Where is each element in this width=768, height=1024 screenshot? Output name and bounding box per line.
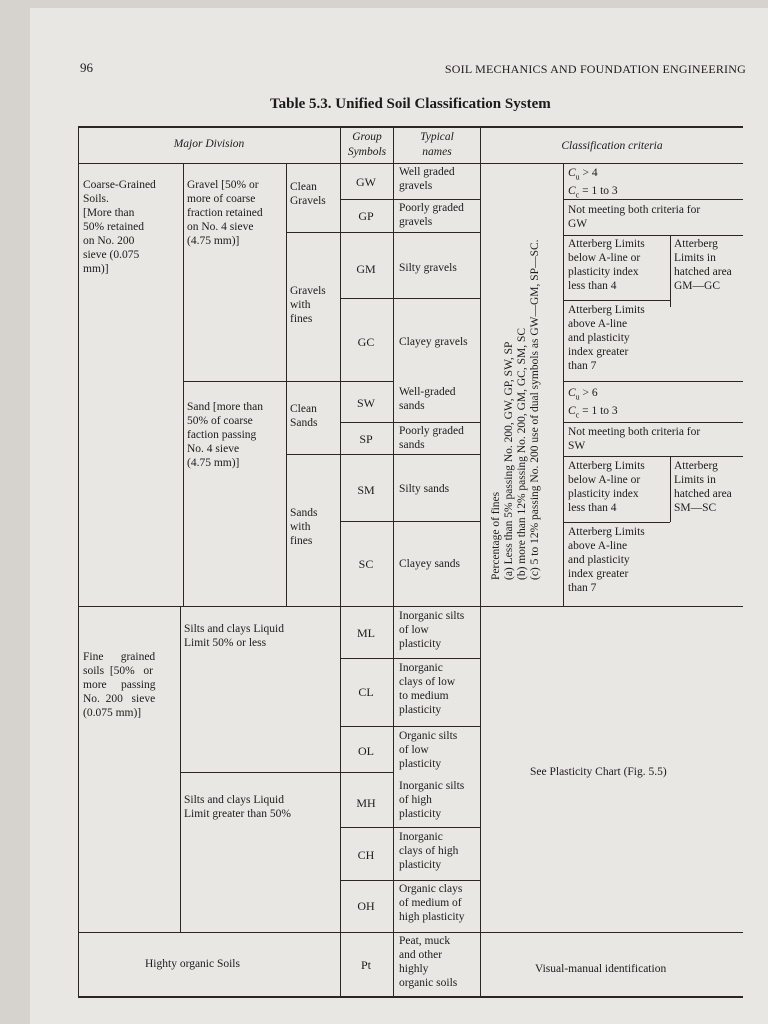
symbol-SP: SP	[359, 432, 373, 446]
name-CL: Inorganic clays of low to medium plasticity	[399, 662, 456, 716]
symbol-SM: SM	[357, 483, 375, 497]
coarse-grained-label: Coarse-Grained Soils. [More than 50% retained on No. 200 sieve (0.075 mm)]	[83, 179, 156, 275]
criteria-SC: Atterberg Limits above A-line and plasticity index greater than 7	[568, 526, 645, 594]
highly-organic-soils-label: Highty organic Soils	[145, 958, 240, 970]
gravel-label: Gravel [50% or more of coarse fraction retained on No. 4 sieve (4.75 mm)]	[187, 179, 263, 247]
name-CH: Inorganic clays of high plasticity	[399, 831, 459, 871]
criteria-SM-right: Atterberg Limits in hatched area SM—SC	[674, 460, 732, 514]
criteria-GM-right: Atterberg Limits in hatched area GM—GC	[674, 238, 732, 292]
name-GC: Clayey gravels	[399, 336, 468, 348]
header-typical-names-2: names	[422, 146, 452, 158]
criteria-visual-manual: Visual-manual identification	[535, 963, 667, 975]
symbol-GP: GP	[358, 209, 374, 223]
name-SC: Clayey sands	[399, 558, 461, 570]
header-typical-names-1: Typical	[420, 131, 454, 143]
criteria-GP: Not meeting both criteria for GW	[568, 204, 701, 230]
symbol-ML: ML	[357, 626, 375, 640]
criteria-GW: $C_u > 4$ $C_c = 1$ to 3	[568, 167, 618, 200]
header-classification-criteria: Classification criteria	[561, 140, 663, 152]
name-GW: Well graded gravels	[399, 166, 455, 192]
name-OL: Organic silts of low plasticity	[399, 730, 458, 770]
symbol-OH: OH	[357, 899, 375, 913]
symbol-Pt: Pt	[360, 958, 371, 972]
symbol-CL: CL	[358, 685, 374, 699]
name-OH: Organic clays of medium of high plasticity	[399, 883, 465, 923]
symbol-SC: SC	[358, 557, 374, 571]
header-group-symbols-2: Symbols	[347, 146, 387, 158]
header-major-division: Major Division	[173, 138, 245, 150]
symbol-CH: CH	[357, 848, 375, 862]
name-Pt: Peat, muck and other highly organic soils	[399, 935, 458, 989]
symbol-MH: MH	[356, 796, 376, 810]
name-SP: Poorly graded sands	[399, 425, 464, 451]
symbol-GC: GC	[357, 335, 375, 349]
sands-with-fines-label: Sands with fines	[290, 507, 318, 547]
sand-label: Sand [more than 50% of coarse faction passing No. 4 sieve (4.75 mm)]	[187, 401, 264, 469]
header-group-symbols-1: Group	[352, 131, 382, 143]
silts-clays-high-label: Silts and clays Liquid Limit greater than 50%	[184, 794, 291, 820]
criteria-SM-left: Atterberg Limits below A-line or plasticity index less than 4	[568, 460, 645, 514]
criteria-SP: Not meeting both criteria for SW	[568, 426, 701, 452]
fines-percentage-note: Percentage of fines (a) Less than 5% passing No. 200, GW, GP, SW, SP (b) more than 12% passing No. 200, GM, GC, SM, SC (c) 5 to 12% passing No. 200 use of dual symbols as GW—GM, SP—SC.	[490, 239, 541, 580]
criteria-SW: $C_u > 6$ $C_c = 1$ to 3	[568, 387, 618, 420]
name-GM: Silty gravels	[399, 262, 457, 274]
silts-clays-low-label: Silts and clays Liquid Limit 50% or less	[184, 623, 284, 649]
gravels-with-fines-label: Gravels with fines	[290, 285, 326, 325]
symbol-GW: GW	[356, 175, 376, 189]
table-title: Table 5.3. Unified Soil Classification System	[270, 96, 551, 112]
clean-sands-label: Clean Sands	[290, 403, 318, 429]
name-MH: Inorganic silts of high plasticity	[399, 780, 465, 820]
name-SM: Silty sands	[399, 483, 450, 495]
symbol-SW: SW	[357, 396, 375, 410]
criteria-GM-left: Atterberg Limits below A-line or plasticity index less than 4	[568, 238, 645, 292]
criteria-GC: Atterberg Limits above A-line and plasticity index greater than 7	[568, 304, 645, 372]
symbol-GM: GM	[356, 262, 376, 276]
symbol-OL: OL	[358, 744, 374, 758]
page-number: 96	[80, 60, 93, 75]
name-ML: Inorganic silts of low plasticity	[399, 610, 465, 650]
name-SW: Well-graded sands	[399, 386, 456, 412]
criteria-plasticity-chart: See Plasticity Chart (Fig. 5.5)	[530, 766, 667, 778]
running-head: SOIL MECHANICS AND FOUNDATION ENGINEERING	[444, 62, 746, 76]
clean-gravels-label: Clean Gravels	[290, 181, 326, 207]
fine-grained-label: Fine grained soils [50% or more passing No. 200 sieve (0.075 mm)]	[83, 651, 156, 719]
name-GP: Poorly graded gravels	[399, 202, 464, 228]
